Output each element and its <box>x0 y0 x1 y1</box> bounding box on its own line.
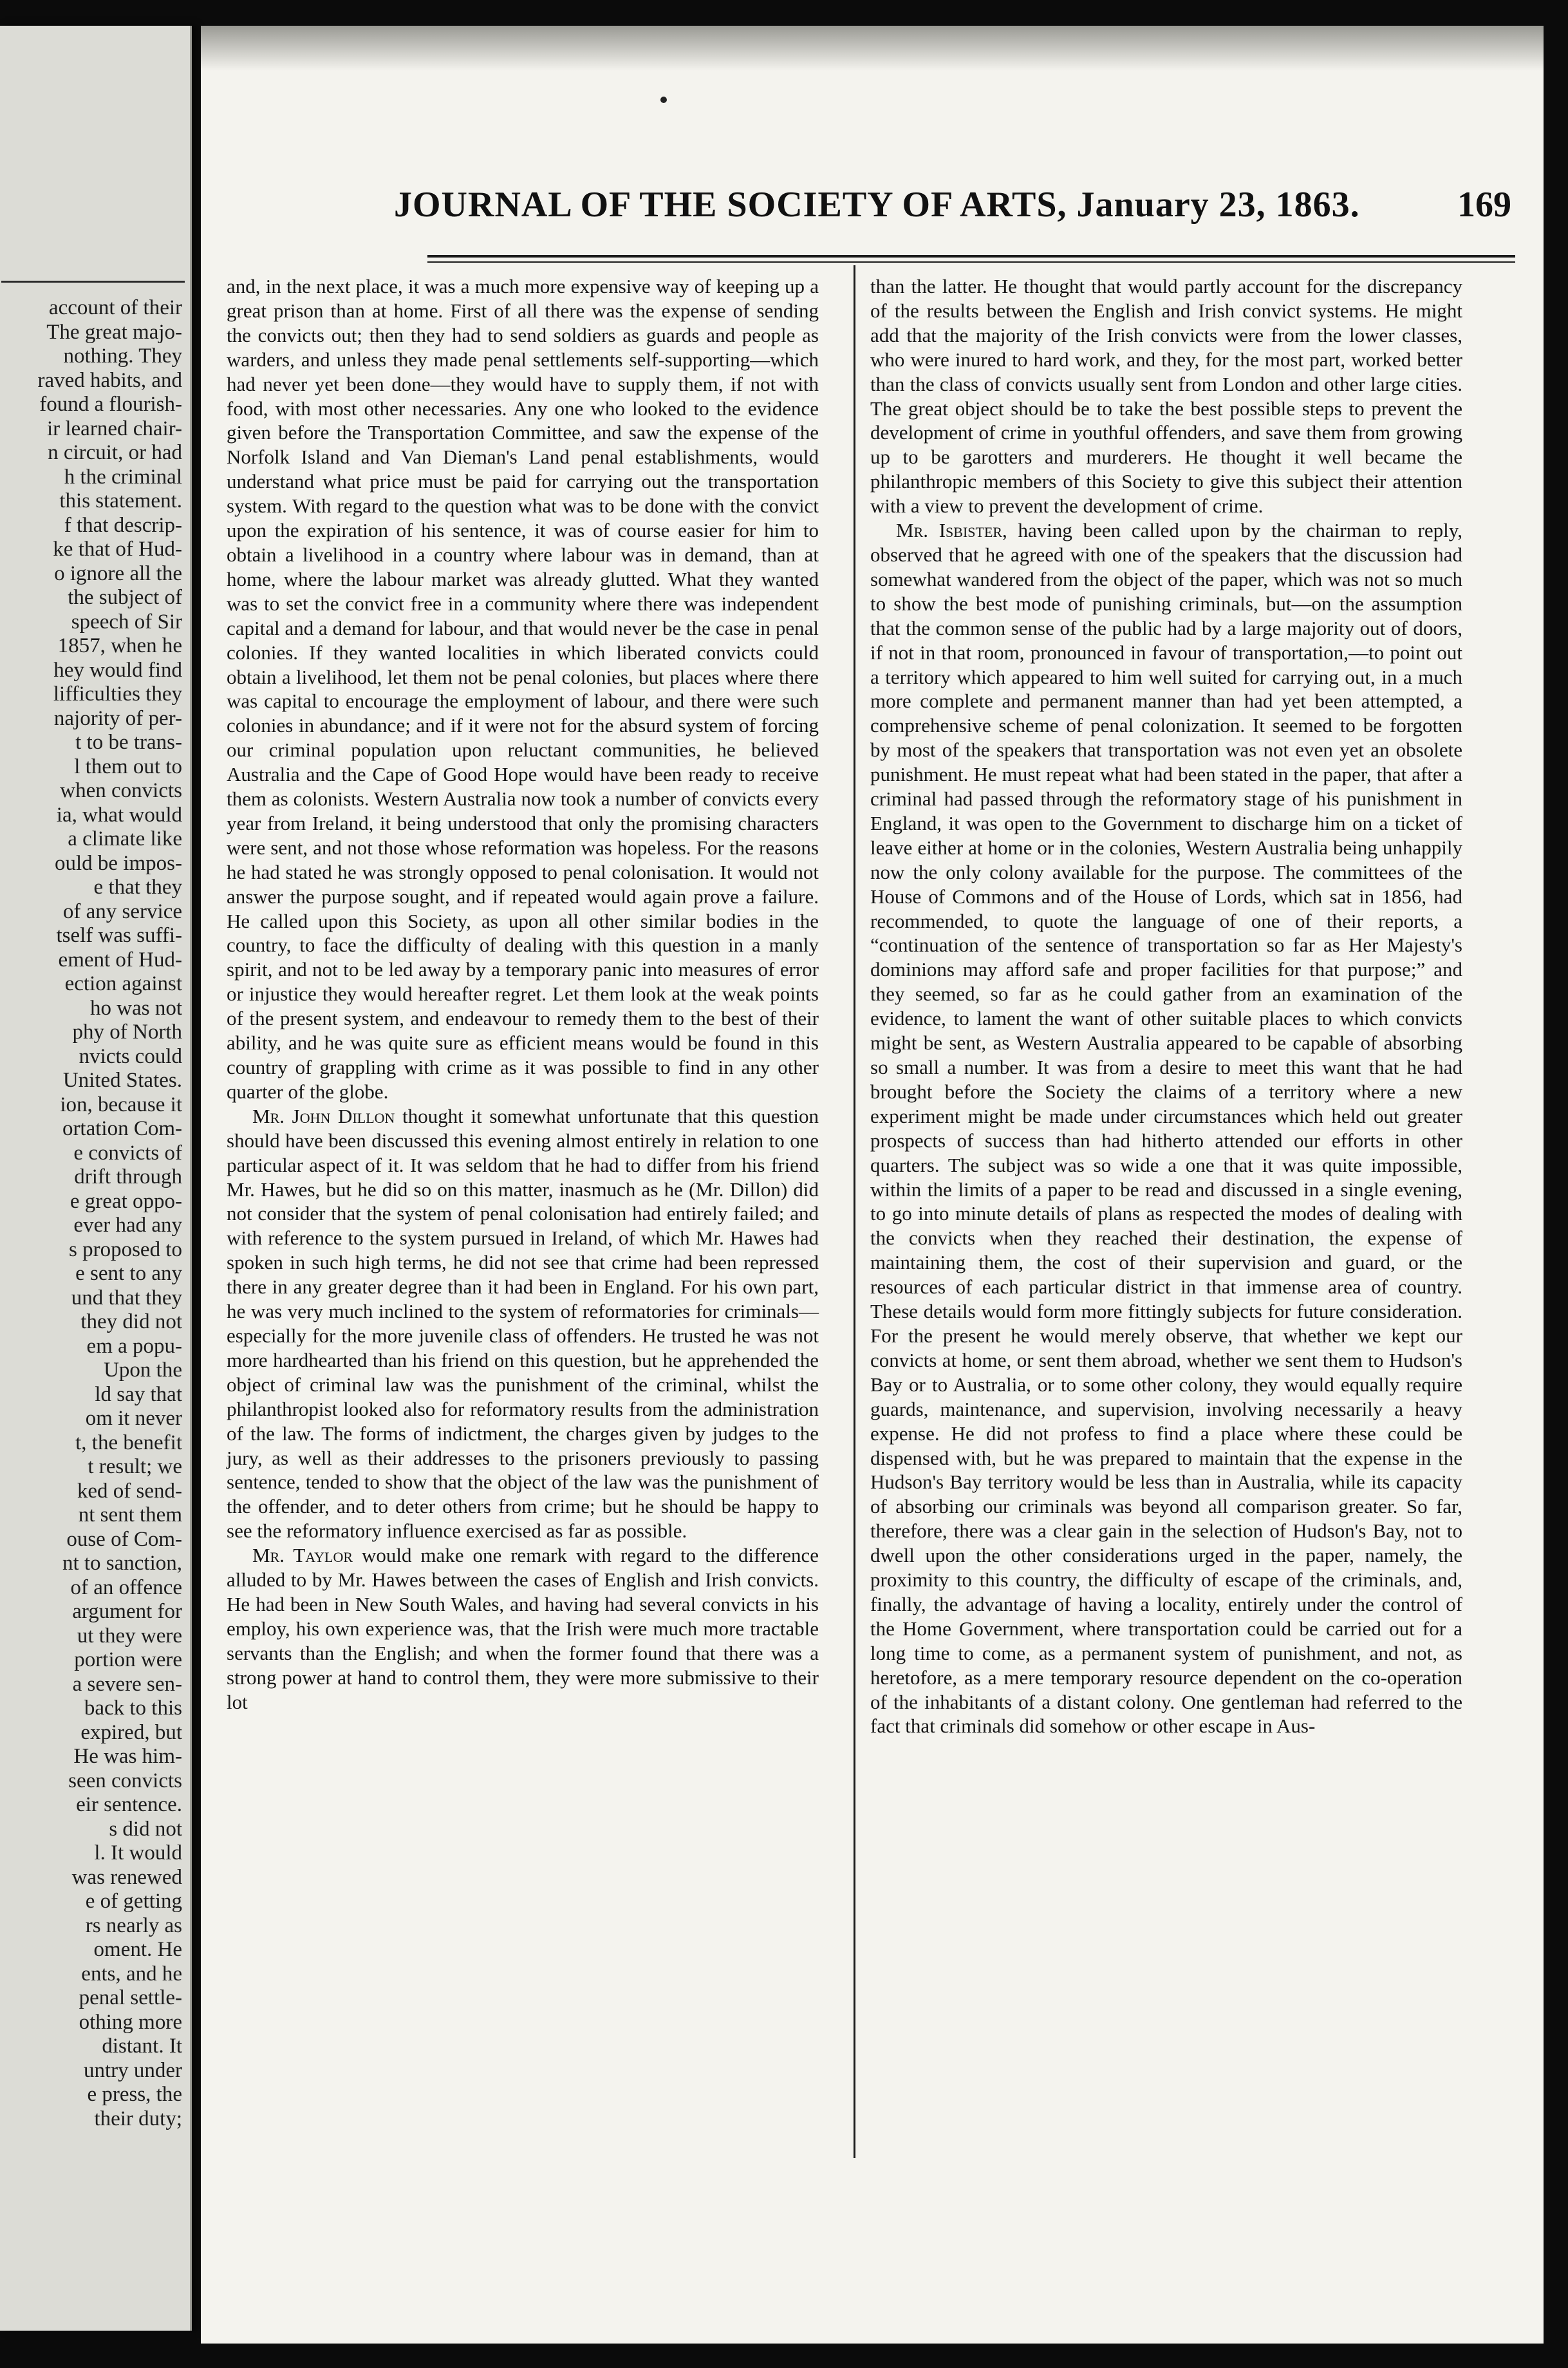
facing-page-line: ouse of Com- <box>66 1527 182 1551</box>
facing-page-fragment <box>0 26 192 2331</box>
facing-page-line: ho was not <box>90 996 182 1020</box>
facing-page-line: e great oppo- <box>70 1189 182 1213</box>
facing-page-line: ld say that <box>95 1382 182 1406</box>
facing-page-line: ion, because it <box>60 1093 182 1116</box>
paragraph <box>227 1543 819 1714</box>
page-edge-shadow <box>201 26 1544 71</box>
facing-page-line: om it never <box>85 1407 182 1430</box>
facing-page-line: ever had any <box>73 1214 182 1237</box>
facing-page-line: ir learned chair- <box>46 417 182 440</box>
facing-page-line: e press, the <box>87 2083 182 2106</box>
journal-title: JOURNAL OF THE SOCIETY OF ARTS, January 23, 1863. <box>394 185 1360 225</box>
facing-page-line: s did not <box>109 1817 182 1841</box>
paragraph: and, in the next place, it was a much more expensive way of keeping up a great prison than at home. First of all there was the expense of sending the convicts out; then they had to send soldiers as guards and people as warders, and unless they made penal settlements self-supporting—which had never yet been done—they would have to supply them, if not with food, with most other necessaries. Any one who looked to the evidence given before the Transportation Committee, and saw the expense of the Norfolk Island and Van Dieman's Land penal establishments, would understand what price must be paid for carrying out the transportation system. With regard to the question what was to be done with the convict upon the expiration of his sentence, it was of course easier for him to obtain a livelihood in a country where labour was in demand, than at home, where the labour market was already glutted. What they wanted was to set the convict free in a community where there was independent capital and a demand for labour, and that would never be the case in penal colonies. If they wanted localities in which liberated convicts could obtain a livelihood, let them not be penal colonies, but places where there was capital to encourage the employment of labour, and there were such colonies in abundance; and if it were not for the absurd system of forcing our criminal population upon reluctant communities, he believed Australia and the Cape of Good Hope would have been ready to receive them as colonists. Western Australia now took a number of convicts every year from Ireland, it being understood that only the promising characters were sent, and not those whose reformation was hopeless. For the reasons he had stated he was strongly opposed to penal colonisation. It would not answer the purpose sought, and if repeated would again prove a failure. He called upon this Society, as upon all other similar bodies in the country, to face the difficulty of dealing with this question in a manly spirit, and not to be led away by a temporary panic into measures of error or injustice they would hereafter regret. Let them look at the weak points of the present system, and endeavour to remedy them to the best of their ability, and he was quite sure as efficient means would be found in this country of grappling with crime as it was possible to find in any other quarter of the globe. <box>227 275 819 1103</box>
facing-page-line: their duty; <box>94 2107 182 2130</box>
facing-page-line: ia, what would <box>56 803 182 827</box>
facing-page-line: found a flourish- <box>39 393 182 416</box>
facing-page-line: ection against <box>64 972 182 995</box>
facing-page-line: distant. It <box>102 2034 182 2058</box>
facing-page-line: The great majo- <box>46 320 182 344</box>
facing-page-line: portion were <box>74 1648 182 1671</box>
paragraph-body: thought it somewhat unfortunate that this question should have been discussed this evening almost entirely in relation to one particular aspect of it. It was seldom that he had to differ from his friend Mr. Hawes, but he did so on this matter, inasmuch as he (Mr. Dillon) did not consider that the system of penal colonisation had entirely failed; and with reference to the system pursued in Ireland, of which Mr. Hawes had spoken in such high terms, he did not see that crime had been repressed there in any greater degree than it had been in England. For his own part, he was very much inclined to the system of reformatories for criminals—especially for the more juvenile class of offenders. He trusted he was not more hardhearted than his friend on this question, but he apprehended the object of criminal law was the punishment of the criminal, whilst the philanthropist looked also for reformatory results from the administration of the law. The forms of indictment, the charges given by judges to the jury, as well as their addresses to the prisoners previously to passing sentence, tended to show that the object of the law was the punishment of the offender, and to deter others from crime; but he should be happy to see the reformatory influence exercised as far as possible. <box>227 1104 819 1543</box>
facing-page-line: ement of Hud- <box>58 948 182 972</box>
facing-page-line: f that descrip- <box>64 513 182 537</box>
facing-page-line: account of their <box>48 296 182 319</box>
speaker-name: Mr. Isbister, <box>896 519 1007 542</box>
facing-page-line: speech of Sir <box>71 610 182 634</box>
paragraph-body: would make one remark with regard to the difference alluded to by Mr. Hawes between the cases of English and Irish convicts. He had been in New South Wales, and having had several convicts in his employ, his own experience was, that the Irish were much more tractable servants than the English; and when the former found that there was a strong power at hand to control them, they were more submissive to their lot <box>227 1544 819 1713</box>
facing-page-line: e sent to any <box>75 1262 182 1285</box>
facing-page-line: raved habits, and <box>37 368 182 392</box>
facing-page-line: of an offence <box>70 1575 182 1599</box>
facing-page-rule <box>1 281 185 283</box>
speaker-name: Mr. John Dillon <box>252 1104 395 1127</box>
facing-page-line: the subject of <box>68 586 182 609</box>
facing-page-line: hey would find <box>53 658 182 682</box>
facing-page-text <box>0 296 182 2131</box>
facing-page-line: they did not <box>80 1310 182 1333</box>
facing-page-line: 1857, when he <box>57 634 182 657</box>
header-rule-thick <box>427 255 1515 258</box>
facing-page-line: seen convicts <box>68 1769 182 1792</box>
facing-page-line: ked of send- <box>77 1479 182 1503</box>
facing-page-line: lifficulties they <box>53 682 182 706</box>
facing-page-line: s proposed to <box>69 1237 182 1261</box>
facing-page-line: ke that of Hud- <box>53 538 182 561</box>
facing-page-line: t result; we <box>88 1455 182 1478</box>
facing-page-line: nt sent them <box>78 1503 182 1527</box>
facing-page-line: e that they <box>93 876 182 899</box>
paragraph <box>227 1104 819 1543</box>
facing-page-line: expired, but <box>80 1720 182 1744</box>
facing-page-line: ortation Com- <box>62 1117 182 1140</box>
left-column <box>227 274 819 1714</box>
facing-page-line: penal settle- <box>79 1986 182 2009</box>
paragraph <box>870 518 1462 1738</box>
facing-page-line: l them out to <box>74 755 182 778</box>
speaker-name: Mr. Taylor <box>252 1544 353 1567</box>
facing-page-line: of any service <box>62 899 182 923</box>
facing-page-line: drift through <box>74 1165 182 1189</box>
facing-page-line: othing more <box>79 2010 182 2034</box>
facing-page-line: oment. He <box>93 1938 182 1961</box>
paragraph: than the latter. He thought that would partly account for the discrepancy of the results between the English and Irish convict systems. He might add that the majority of the Irish convicts were from the lower classes, who were inured to hard work, and they, for the most part, worked better than the class of convicts usually sent from London and other large cities. The great object should be to take the best possible steps to prevent the development of crime in youthful offenders, and save them from growing up to be garotters and murderers. He thought it well became the philanthropic members of this Society to give this subject their attention with a view to prevent the development of crime. <box>870 275 1462 518</box>
facing-page-line: t, the benefit <box>75 1431 182 1454</box>
facing-page-line: untry under <box>83 2058 182 2082</box>
column-divider <box>854 265 855 2158</box>
facing-page-line: this statement. <box>59 489 182 512</box>
facing-page-line: ould be impos- <box>55 851 182 875</box>
facing-page-line: n circuit, or had <box>48 441 182 464</box>
facing-page-line: ents, and he <box>81 1962 182 1986</box>
facing-page-line: em a popu- <box>86 1334 182 1358</box>
facing-page-line: e of getting <box>85 1890 182 1913</box>
facing-page-line: nvicts could <box>79 1044 182 1068</box>
facing-page-line: h the criminal <box>64 465 182 489</box>
facing-page-line: Upon the <box>104 1358 182 1382</box>
facing-page-line: eir sentence. <box>76 1793 182 1816</box>
facing-page-line: tself was suffi- <box>56 924 182 947</box>
facing-page-line: und that they <box>71 1286 182 1310</box>
header-rule-thin <box>427 261 1515 263</box>
facing-page-line: l. It would <box>94 1841 182 1865</box>
facing-page-line: ut they were <box>77 1624 182 1648</box>
facing-page-line: was renewed <box>71 1865 182 1889</box>
ink-speck <box>660 97 667 103</box>
facing-page-line: rs nearly as <box>85 1913 182 1937</box>
facing-page-line: o ignore all the <box>54 561 182 585</box>
paragraph-body: having been called upon by the chairman to reply, observed that he agreed with one of the speakers that the discussion had somewhat wandered from the object of the paper, which was not so much to show the best mode of punishing criminals, but—on the assumption that the common sense of the public had by a large majority out of doors, if not in that room, pronounced in favour of transportation,—to point out a territory which appeared to him well suited for carrying out, in a much more complete and permanent manner than had yet been attempted, a comprehensive scheme of penal colonization. It seemed to be forgotten by most of the speakers that transportation was not even yet an obsolete punishment. He must repeat what had been stated in the paper, that after a criminal had passed through the reformatory stage of his punishment in England, it was open to the Government to discharge him on a ticket of leave either at home or in the colonies, Western Australia being unhappily now the only colony available for the purpose. The committees of the House of Commons and of the House of Lords, which sat in 1856, had recommended, to quote the language of one of their reports, a “continuation of the sentence of transportation so far as Her Majesty's dominions may afford safe and proper facilities for that purpose;” and they seemed, so far as he could gather from an examination of the evidence, to lament the want of other suitable places to which convicts might be sent, as Western Australia appeared to be capable of absorbing so small a number. It was from a desire to meet this want that he had brought before the Society the claims of a territory where a new experiment might be made under circumstances which held out greater prospects of success than had hitherto attended our efforts in other quarters. The subject was so wide a one that it was quite impossible, within the limits of a paper to be read and discussed in a single evening, to go into minute details of plans as respected the modes of dealing with the convicts when they reached their destination, the expense of maintaining them, the cost of their supervision and guard, or the resources of each particular district in that immense area of country. These details would form more fittingly subjects for future consideration. For the present he would merely observe, that whether we kept our convicts at home, or sent them abroad, whether we sent them to Hudson's Bay or to Australia, or to some other colony, they would equally require guards, maintenance, and supervision, involving necessarily a heavy expense. He did not profess to find a place where these could be dispensed with, but he was prepared to maintain that the expense in the Hudson's Bay territory would be less than in Australia, while its capacity of absorbing our criminals was beyond all comparison greater. So far, therefore, there was a clear gain in the selection of Hudson's Bay, not to dwell upon the other considerations urged in the paper, namely, the proximity to this country, the difficulty of escape of the criminals, and, finally, the advantage of having a locality, entirely under the control of the Home Government, where transportation could be carried out for a long time to come, as a permanent system of punishment, and not, as heretofore, as a mere temporary resource dependent on the co-operation of the inhabitants of a distant colony. One gentleman had referred to the fact that criminals did somehow or other escape in Aus- <box>870 519 1462 1738</box>
facing-page-line: United States. <box>62 1069 182 1092</box>
facing-page-line: e convicts of <box>73 1141 182 1165</box>
facing-page-line: nothing. They <box>63 344 182 368</box>
facing-page-line: argument for <box>72 1600 182 1623</box>
facing-page-line: najority of per- <box>53 706 182 730</box>
facing-page-line: He was him- <box>73 1745 182 1768</box>
page-number: 169 <box>1457 185 1511 225</box>
facing-page-line: a severe sen- <box>72 1672 182 1696</box>
facing-page-line: t to be trans- <box>75 731 182 754</box>
journal-page <box>201 26 1544 2344</box>
facing-page-line: back to this <box>84 1696 182 1720</box>
right-column <box>870 274 1462 1738</box>
running-header <box>394 180 1514 232</box>
facing-page-line: when convicts <box>60 779 182 802</box>
facing-page-line: nt to sanction, <box>62 1552 182 1575</box>
facing-page-line: a climate like <box>68 827 182 850</box>
facing-page-line: phy of North <box>72 1020 182 1044</box>
